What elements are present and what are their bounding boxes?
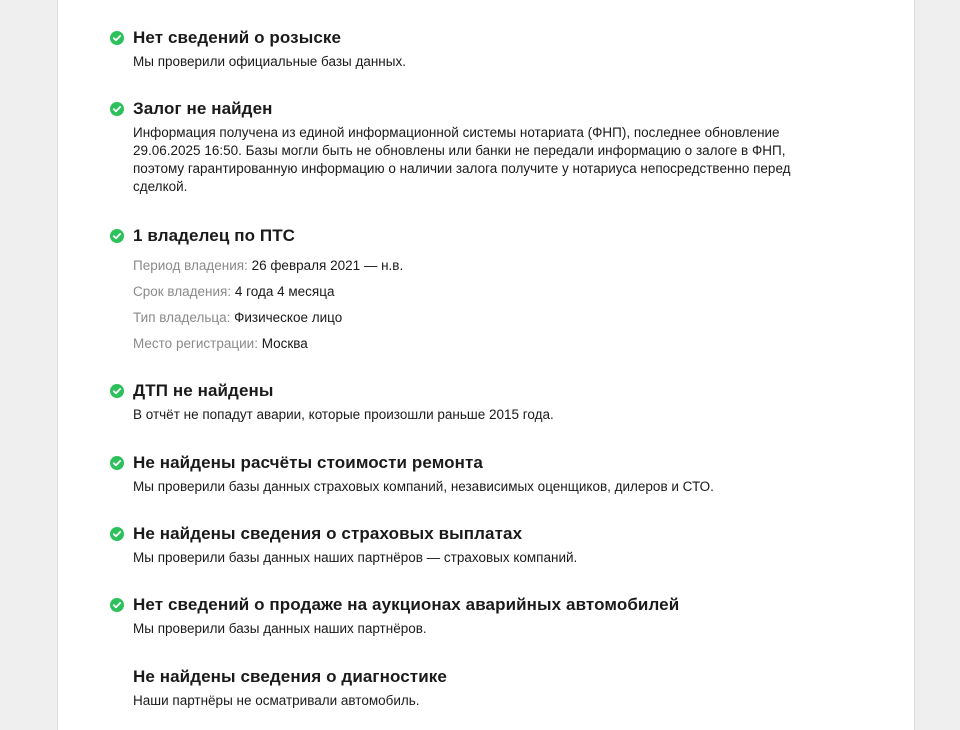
- check-item-title: [110, 380, 890, 402]
- check-item-title: [110, 27, 890, 49]
- owner-period-row: [110, 257, 890, 275]
- check-circle-icon: [110, 102, 124, 116]
- check-item-owners: [110, 225, 890, 353]
- check-item-description: Мы проверили официальные базы данных.: [133, 54, 406, 69]
- check-item-title: [110, 666, 890, 688]
- check-item-title-text: ДТП не найдены: [133, 381, 274, 400]
- check-circle-icon: [110, 384, 124, 398]
- check-item-description: Наши партнёры не осматривали автомобиль.: [133, 693, 420, 708]
- check-circle-icon: [110, 229, 124, 243]
- owner-duration-value: 4 года 4 месяца: [234, 284, 335, 299]
- check-item-description: Мы проверили базы данных страховых компаний, независимых оценщиков, дилеров и СТО.: [133, 479, 714, 494]
- check-circle-icon: [110, 31, 124, 45]
- check-item-pledge: [110, 98, 890, 196]
- owner-type-label: Тип владельца:: [133, 310, 231, 325]
- check-item-accidents: [110, 380, 890, 424]
- owner-type-row: [110, 309, 890, 327]
- check-item-wanted: [110, 27, 890, 71]
- check-item-title-text: Залог не найден: [133, 99, 273, 118]
- check-item-title-text: 1 владелец по ПТС: [133, 226, 296, 245]
- check-item-title-text: Не найдены сведения о страховых выплатах: [133, 524, 523, 543]
- owner-registration-row: [110, 335, 890, 353]
- check-item-title-text: Нет сведений о продаже на аукционах аварийных автомобилей: [133, 595, 680, 614]
- owner-period-value: 26 февраля 2021 — н.в.: [251, 258, 404, 273]
- check-item-description: Информация получена из единой информационной системы нотариата (ФНП), последнее обновление 29.06.2025 16:50. Базы могли быть не обновлены или банки не передали информацию о залоге в ФНП, поэтому гарантированную информацию о наличии залога получите у нотариуса непосредственно перед сделкой.: [133, 125, 791, 194]
- owner-duration-label: Срок владения:: [133, 284, 232, 299]
- check-item-title-text: Не найдены сведения о диагностике: [133, 667, 447, 686]
- check-item-description: Мы проверили базы данных наших партнёров.: [133, 621, 427, 636]
- check-item-title: [110, 98, 890, 120]
- owner-duration-row: [110, 283, 890, 301]
- owner-registration-value: Москва: [261, 336, 308, 351]
- check-circle-icon: [110, 598, 124, 612]
- check-item-salvage-auctions: [110, 594, 890, 638]
- check-item-title: [110, 523, 890, 545]
- check-circle-icon: [110, 527, 124, 541]
- check-item-title: [110, 225, 890, 247]
- check-item-insurance-payouts: [110, 523, 890, 567]
- owner-period-label: Период владения:: [133, 258, 248, 273]
- check-item-description: В отчёт не попадут аварии, которые произошли раньше 2015 года.: [133, 407, 554, 422]
- check-circle-icon: [110, 456, 124, 470]
- check-item-title: [110, 594, 890, 616]
- check-item-title-text: Не найдены расчёты стоимости ремонта: [133, 453, 483, 472]
- check-item-repair-estimates: [110, 452, 890, 496]
- check-item-description: Мы проверили базы данных наших партнёров — страховых компаний.: [133, 550, 578, 565]
- owner-type-value: Физическое лицо: [234, 310, 343, 325]
- owner-registration-label: Место регистрации:: [133, 336, 258, 351]
- check-item-title-text: Нет сведений о розыске: [133, 28, 342, 47]
- check-item-diagnostics: [110, 666, 890, 710]
- check-item-title: [110, 452, 890, 474]
